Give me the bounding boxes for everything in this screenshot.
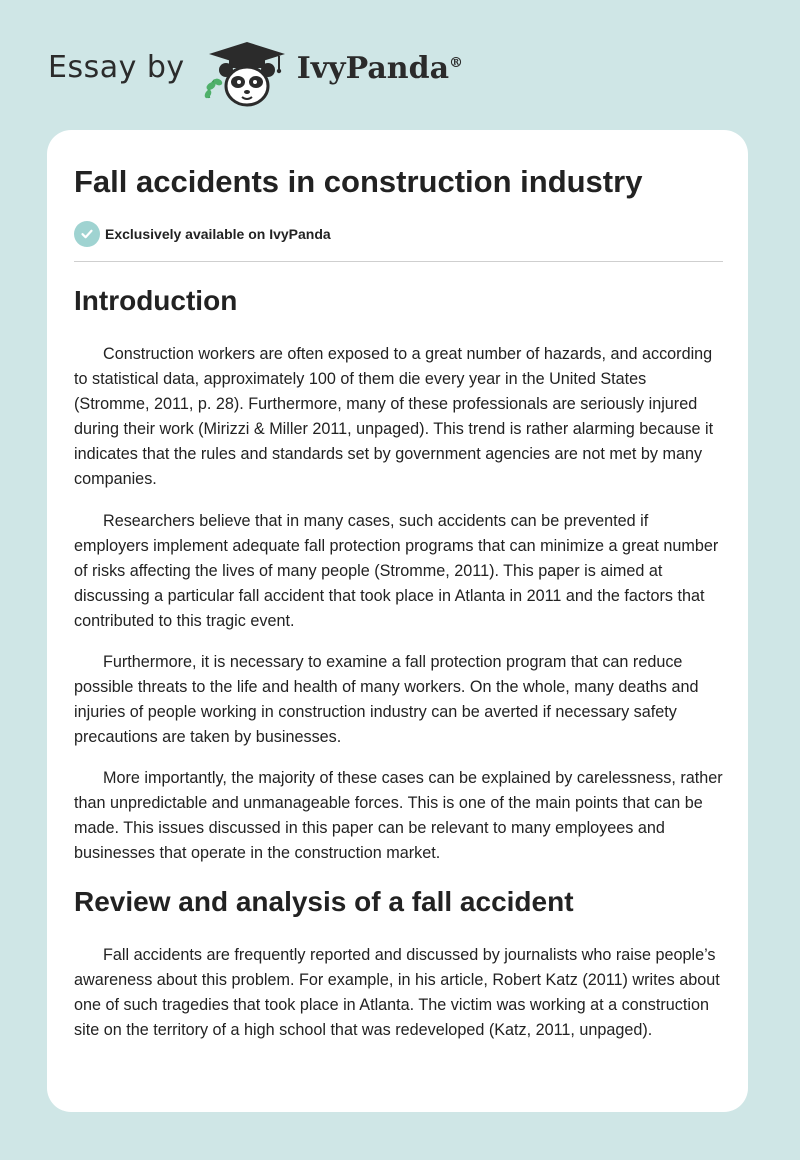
exclusive-badge [74, 221, 331, 247]
paragraph: Construction workers are often exposed to a great number of hazards, and according to statistical data, approximately 100 of them die every year in the United States (Stromme, 2011, p. 28). Furthermore, many of these professionals are seriously injured during their work (Mirizzi & Miller 2011, unpaged). This trend is rather alarming because it indicates that the rules and standards set by government agencies are not met by many companies. [74, 345, 714, 488]
essay-title: Fall accidents in construction industry [74, 164, 643, 199]
site-header [48, 36, 463, 108]
paragraph: Fall accidents are frequently reported and discussed by journalists who raise people’s awareness about this problem. For example, in his article, Robert Katz (2011) writes about one of such tragedies that took place in Atlanta. The victim was working at a construction site on the territory of a high school that was redeveloped (Katz, 2011, unpaged). [74, 946, 720, 1039]
section-heading-review: Review and analysis of a fall accident [74, 886, 574, 917]
title-divider [74, 261, 723, 262]
brand-name[interactable]: IvyPanda® [296, 50, 464, 86]
exclusive-badge-label: Exclusively available on IvyPanda [105, 226, 331, 242]
paragraph: Researchers believe that in many cases, such accidents can be prevented if employers implement adequate fall protection programs that can minimize a great number of risks affecting the lives of many people (Stromme, 2011). This paper is aimed at discussing a particular fall accident that took place in Atlanta in 2011 and the factors that contributed to this tragic event. [74, 512, 719, 630]
section-heading-introduction: Introduction [74, 285, 238, 316]
paragraph: More importantly, the majority of these cases can be explained by carelessness, rather than unpredictable and unmanageable forces. This is one of the main points that can be made. This issues discussed in this paper can be relevant to many employees and businesses that operate in the construction market. [74, 769, 723, 862]
paragraph: Furthermore, it is necessary to examine a fall protection program that can reduce possible threats to the life and health of many workers. On the whole, many deaths and injuries of people working in construction industry can be averted if necessary safety precautions are taken by businesses. [74, 653, 699, 746]
panda-logo-icon[interactable] [199, 36, 295, 108]
essay-card [47, 130, 748, 1112]
brand-prefix: Essay by [48, 49, 185, 85]
check-icon [74, 221, 100, 247]
